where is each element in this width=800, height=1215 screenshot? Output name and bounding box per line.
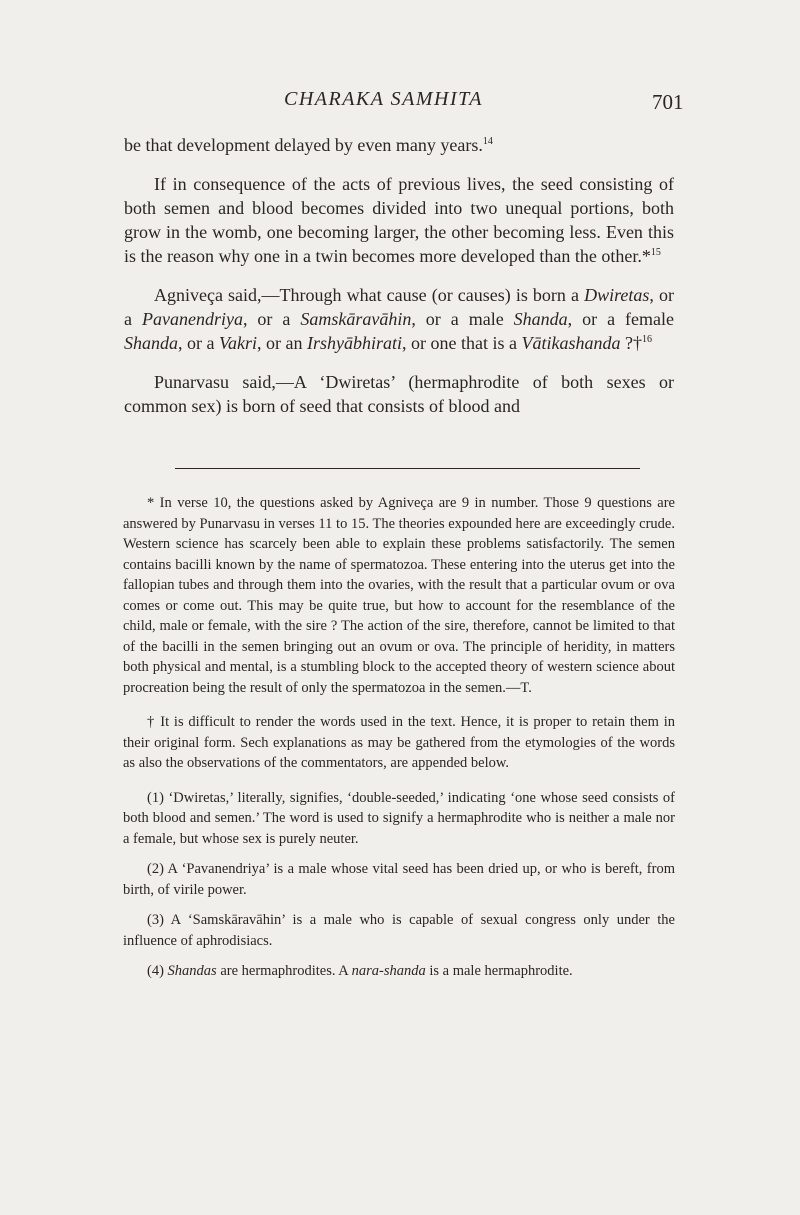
paragraph-text: Punarvasu said,—A ‘Dwiretas’ (hermaphrodite of both sexes or common sex) is born of seed that consists of blood and [124, 372, 674, 416]
term-nara-shanda: nara-shanda [351, 963, 426, 979]
text-run: , or an [256, 333, 307, 353]
paragraph-twin [124, 172, 674, 268]
page-number: 701 [652, 90, 684, 114]
text-run: is a male hermaphrodite. [425, 963, 573, 979]
text-run: (4) [147, 963, 168, 979]
term-dwiretas: Dwiretas [584, 285, 650, 305]
term-samskaravahin: Samskāravāhin [300, 309, 412, 329]
footnote-dagger: † It is difficult to render the words used in the text. Hence, it is proper to retain them in their original form. Sech explanations as may be gathered from the etymologies of the words as also the observations of the commentators, are appended below. [123, 714, 675, 771]
footnote-item-3: (3) A ‘Samskāravāhin’ is a male who is capable of sexual congress only under the influence of aphrodisiacs. [123, 912, 675, 949]
term-pavanendriya: Pavanendriya [141, 309, 243, 329]
footnote-divider [175, 468, 640, 469]
footnotes [123, 493, 675, 992]
text-run: , or one that is a [401, 333, 522, 353]
text-run: , or a male [411, 309, 514, 329]
term-shanda: Shanda [513, 309, 568, 329]
text-run: are hermaphrodites. A [216, 963, 352, 979]
text-run: , or a [124, 285, 674, 329]
term-irshyabhirati: Irshyābhirati [306, 333, 402, 353]
text-run: ?† [620, 333, 642, 353]
term-vakri: Vakri [218, 333, 257, 353]
verse-number: 15 [650, 247, 661, 258]
footnote-item-4 [123, 961, 675, 982]
paragraph-punarvasu-answer [124, 370, 674, 418]
footnote-star: * In verse 10, the questions asked by Agniveça are 9 in number. Those 9 questions are answered by Punarvasu in verses 11 to 15. The theories expounded here are exceedingly crude. Western science has scarcely been able to explain these problems satisfactorily. The semen contains bacilli known by the name of spermatozoa. These entering into the uterus get into the fallopian tubes and through them into the ovaries, with the result that a particular ovum or ova comes or come out. This may be quite true, but how to account for the resemblance of the child, male or female, with the sire ? The action of the sire, therefore, cannot be limited to that of the bacilli in the semen bringing out an ovum or ova. The principle of heridity, in matters both physical and mental, is a stumbling block to the accepted theory of western science about procreation being the result of only the spermatozoa in the semen.—T. [123, 495, 675, 696]
footnote-item-2: (2) A ‘Pavanendriya’ is a male whose vital seed has been dried up, or who is bereft, from birth, of virile power. [123, 861, 675, 898]
verse-number: 14 [482, 136, 493, 147]
main-text [124, 133, 674, 418]
text-run: , or a [178, 333, 219, 353]
text-run: Agniveça said,—Through what cause (or causes) is born a [154, 285, 585, 305]
text-run: , or a female [567, 309, 675, 329]
paragraph-text: be that development delayed by even many years. [124, 135, 483, 155]
page-header [0, 88, 800, 118]
footnote-item-1: (1) ‘Dwiretas,’ literally, signifies, ‘double-seeded,’ indicating ‘one whose seed consists of both blood and semen.’ The word is used to signify a hermaphrodite who is neither a male nor a female, but whose sex is purely neuter. [123, 789, 675, 847]
term-shanda: Shanda [124, 333, 178, 353]
paragraph-text: If in consequence of the acts of previous lives, the seed consisting of both semen and blood becomes divided into two unequal portions, both grow in the womb, one becoming larger, the other becoming less. Even this is the reason why one in a twin becomes more developed than the other.* [124, 174, 674, 266]
paragraph-agnivesa-question [124, 283, 674, 355]
term-shandas: Shandas [167, 963, 217, 979]
verse-number: 16 [641, 334, 652, 345]
text-run: , or a [242, 309, 301, 329]
running-title: CHARAKA SAMHITA [284, 88, 483, 110]
term-vatikashanda: Vātikashanda [521, 333, 621, 353]
paragraph-continuation [124, 133, 674, 157]
